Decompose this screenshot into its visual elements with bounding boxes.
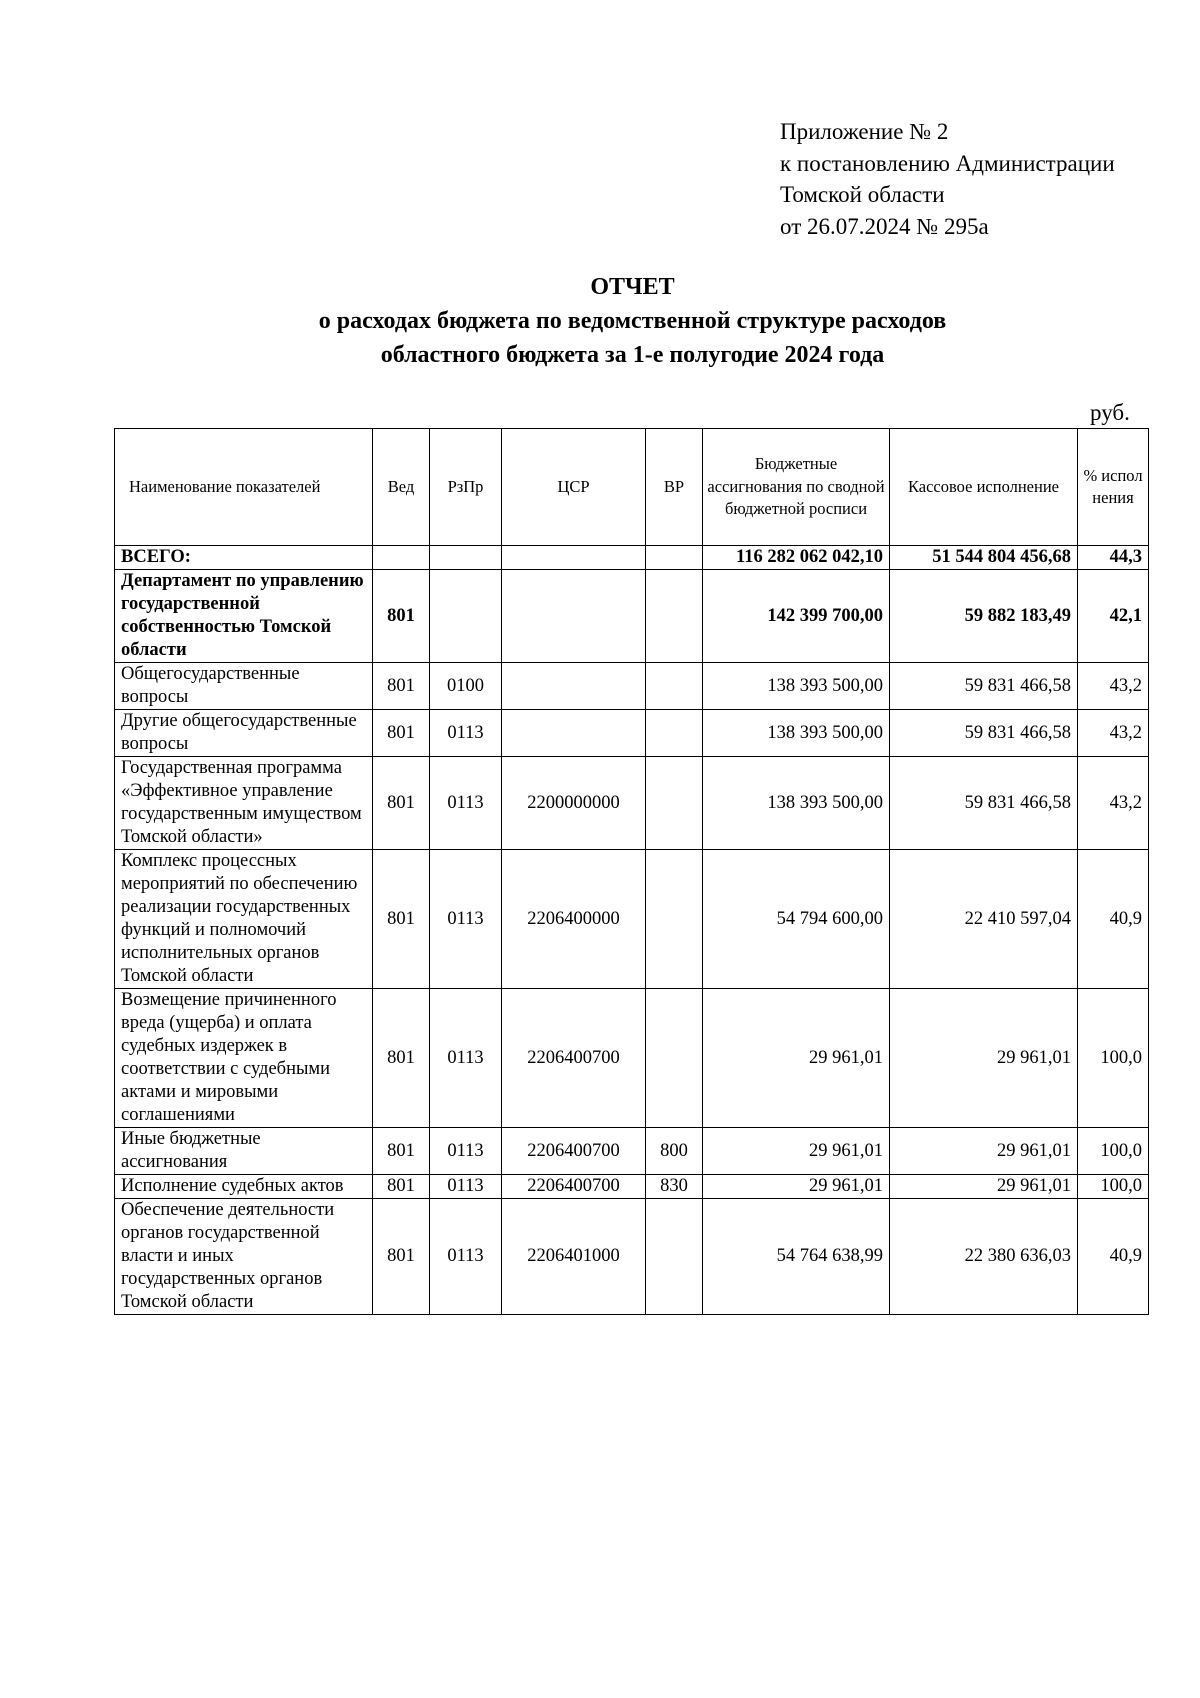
cell-ved: 801: [373, 663, 430, 710]
cell-csr: 2206400700: [502, 1175, 646, 1199]
cell-name: Комплекс процессных мероприятий по обеспечению реализации государственных функций и полномочий исполнительных органов Томской области: [115, 850, 373, 989]
cell-vr: 800: [646, 1128, 703, 1175]
title-line: областного бюджета за 1-е полугодие 2024 года: [380, 342, 885, 368]
cell-csr: 2206401000: [502, 1199, 646, 1315]
cell-assign: 54 794 600,00: [703, 850, 890, 989]
cell-pct: 44,3: [1078, 546, 1149, 570]
cell-rzpr: 0113: [430, 710, 502, 757]
cell-name: Департамент по управлению государственной собственностью Томской области: [115, 570, 373, 663]
cell-csr: [502, 710, 646, 757]
cell-csr: 2200000000: [502, 757, 646, 850]
cell-rzpr: [430, 546, 502, 570]
cell-exec: 59 831 466,58: [890, 757, 1078, 850]
cell-assign: 142 399 700,00: [703, 570, 890, 663]
cell-name: Иные бюджетные ассигнования: [115, 1128, 373, 1175]
units-label: руб.: [1090, 400, 1130, 425]
cell-vr: [646, 850, 703, 989]
table-row: [115, 546, 1149, 570]
cell-exec: 51 544 804 456,68: [890, 546, 1078, 570]
cell-assign: 138 393 500,00: [703, 757, 890, 850]
cell-name: Обеспечение деятельности органов государственной власти и иных государственных органов Томской области: [115, 1199, 373, 1315]
cell-rzpr: 0113: [430, 1199, 502, 1315]
appendix-block: [780, 116, 1115, 242]
cell-csr: 2206400700: [502, 1128, 646, 1175]
appendix-line: к постановлению Администрации: [780, 150, 1115, 176]
table-row: [115, 710, 1149, 757]
cell-assign: 138 393 500,00: [703, 663, 890, 710]
cell-vr: [646, 757, 703, 850]
cell-name: ВСЕГО:: [115, 546, 373, 570]
cell-assign: 29 961,01: [703, 1175, 890, 1199]
cell-rzpr: 0113: [430, 757, 502, 850]
cell-rzpr: 0113: [430, 850, 502, 989]
title-line: ОТЧЕТ: [590, 274, 675, 300]
table-row: [115, 663, 1149, 710]
cell-csr: [502, 570, 646, 663]
cell-pct: 43,2: [1078, 663, 1149, 710]
cell-csr: 2206400700: [502, 989, 646, 1128]
cell-ved: 801: [373, 570, 430, 663]
cell-vr: [646, 1199, 703, 1315]
header-name: Наименование показателей: [115, 429, 373, 546]
cell-name: Исполнение судебных актов: [115, 1175, 373, 1199]
cell-rzpr: [430, 570, 502, 663]
header-csr: ЦСР: [502, 429, 646, 546]
cell-assign: 29 961,01: [703, 1128, 890, 1175]
report-table: [114, 428, 1149, 1315]
cell-ved: 801: [373, 1199, 430, 1315]
cell-ved: 801: [373, 1128, 430, 1175]
table-row: [115, 1199, 1149, 1315]
cell-ved: [373, 546, 430, 570]
appendix-line: от 26.07.2024 № 295а: [780, 213, 989, 239]
cell-rzpr: 0113: [430, 1175, 502, 1199]
cell-assign: 29 961,01: [703, 989, 890, 1128]
header-vr: ВР: [646, 429, 703, 546]
cell-csr: 2206400000: [502, 850, 646, 989]
appendix-line: Приложение № 2: [780, 119, 949, 144]
cell-name: Общегосударственные вопросы: [115, 663, 373, 710]
cell-vr: [646, 570, 703, 663]
cell-csr: [502, 546, 646, 570]
cell-ved: 801: [373, 710, 430, 757]
cell-name: Другие общегосударственные вопросы: [115, 710, 373, 757]
cell-pct: 43,2: [1078, 757, 1149, 850]
cell-assign: 54 764 638,99: [703, 1199, 890, 1315]
cell-rzpr: 0113: [430, 1128, 502, 1175]
table-row: [115, 570, 1149, 663]
header-assign: Бюджетные ассигнования по сводной бюджетной росписи: [703, 429, 890, 546]
cell-name: Государственная программа «Эффективное управление государственным имуществом Томской области»: [115, 757, 373, 850]
report-title: [0, 270, 1200, 372]
title-line: о расходах бюджета по ведомственной структуре расходов: [318, 308, 947, 334]
cell-vr: 830: [646, 1175, 703, 1199]
cell-pct: 43,2: [1078, 710, 1149, 757]
cell-exec: 29 961,01: [890, 1175, 1078, 1199]
cell-pct: 42,1: [1078, 570, 1149, 663]
cell-assign: 116 282 062 042,10: [703, 546, 890, 570]
header-pct: % испол нения: [1078, 429, 1149, 546]
cell-exec: 22 410 597,04: [890, 850, 1078, 989]
cell-vr: [646, 989, 703, 1128]
cell-ved: 801: [373, 757, 430, 850]
cell-assign: 138 393 500,00: [703, 710, 890, 757]
table-row: [115, 1128, 1149, 1175]
cell-pct: 40,9: [1078, 1199, 1149, 1315]
cell-pct: 100,0: [1078, 1175, 1149, 1199]
table-row: [115, 989, 1149, 1128]
cell-ved: 801: [373, 1175, 430, 1199]
header-ved: Вед: [373, 429, 430, 546]
cell-ved: 801: [373, 850, 430, 989]
table-row: [115, 757, 1149, 850]
cell-rzpr: 0100: [430, 663, 502, 710]
header-exec: Кассовое исполнение: [890, 429, 1078, 546]
table-row: [115, 850, 1149, 989]
cell-exec: 59 882 183,49: [890, 570, 1078, 663]
cell-exec: 59 831 466,58: [890, 663, 1078, 710]
cell-vr: [646, 710, 703, 757]
cell-pct: 40,9: [1078, 850, 1149, 989]
cell-name: Возмещение причиненного вреда (ущерба) и оплата судебных издержек в соответствии с судебными актами и мировыми соглашениями: [115, 989, 373, 1128]
appendix-line: Томской области: [780, 182, 945, 207]
cell-vr: [646, 663, 703, 710]
cell-pct: 100,0: [1078, 1128, 1149, 1175]
cell-vr: [646, 546, 703, 570]
cell-exec: 22 380 636,03: [890, 1199, 1078, 1315]
cell-rzpr: 0113: [430, 989, 502, 1128]
cell-exec: 29 961,01: [890, 989, 1078, 1128]
table-row: [115, 1175, 1149, 1199]
cell-csr: [502, 663, 646, 710]
cell-exec: 59 831 466,58: [890, 710, 1078, 757]
cell-exec: 29 961,01: [890, 1128, 1078, 1175]
table-body: [115, 546, 1149, 1315]
cell-pct: 100,0: [1078, 989, 1149, 1128]
cell-ved: 801: [373, 989, 430, 1128]
table-header-row: [115, 429, 1149, 546]
header-rzpr: РзПр: [430, 429, 502, 546]
